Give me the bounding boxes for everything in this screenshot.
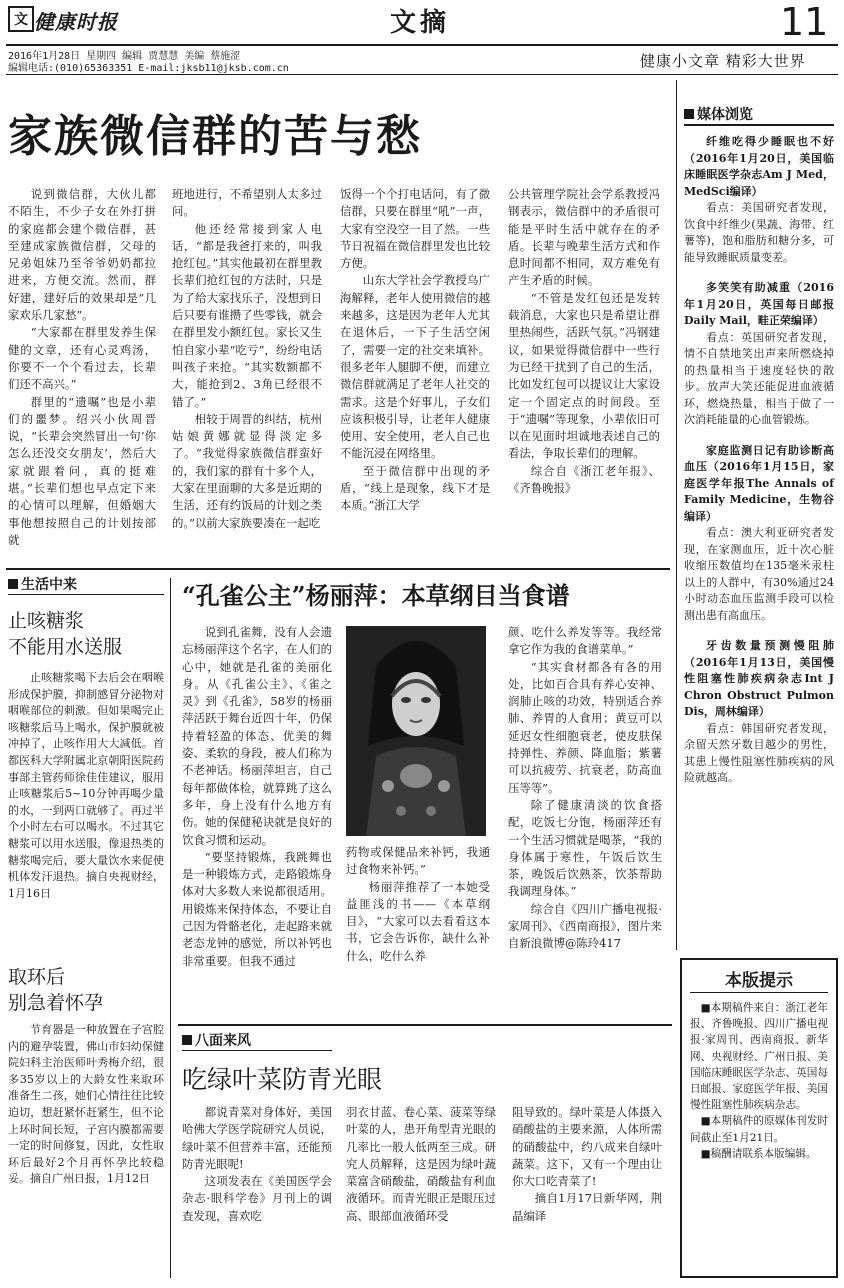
editor-contact: 编辑电话:(010)65363351 E-mail:jksb11@jksb.com.cn xyxy=(8,63,289,74)
iud-article xyxy=(8,1022,164,1188)
green-veg-col-1 xyxy=(182,1104,332,1225)
slogan: 健康小文章 精彩大世界 xyxy=(640,52,806,70)
portrait-photo-image xyxy=(346,626,486,836)
life-section-label: 生活中来 xyxy=(8,574,77,594)
peacock-col-1 xyxy=(182,624,332,970)
paragraph: 这项发表在《美国医学会杂志·眼科学卷》月刊上的调查发现，喜欢吃 xyxy=(182,1174,332,1223)
paragraph: 说到孔雀舞，没有人会遗忘杨丽萍这个名字，在人们的心中，她就是孔雀的美丽化身。从《孔雀公主》、《雀之灵》到《孔雀》，58岁的杨丽萍活跃于舞台近四十年，仍保持着轻盈的体态、优美的舞姿、柔软的身段，被人们称为不老神话。杨丽萍坦言，自己每年都做体检，就算跳了这么多年，身上没有什么地方有伤。她的保健秘诀就是良好的饮食习惯和运动。 xyxy=(182,625,332,847)
peacock-col-2 xyxy=(346,844,490,965)
main-article-col-3 xyxy=(340,186,490,515)
tips-paragraph: ■稿酬请联系本版编辑。 xyxy=(700,1147,817,1160)
paragraph: 都说青菜对身体好，美国哈佛大学医学院研究人员说，绿叶菜不但营养丰富，还能预防青光眼呢! xyxy=(182,1105,332,1171)
portrait-photo xyxy=(346,626,486,836)
square-bullet-icon xyxy=(684,109,694,119)
eight-section-label: 八面来风 xyxy=(182,1030,251,1050)
paragraph: 至于微信群中出现的矛盾，“线上是现象，线下才是本质。”浙江大学 xyxy=(340,463,490,513)
main-article-col-4 xyxy=(508,186,660,497)
sidebar-divider xyxy=(676,80,677,950)
section-divider xyxy=(6,568,670,570)
paragraph: 相较于周晋的纠结，杭州姑娘黄娜就显得淡定多了。“我觉得家族微信群蛮好的，我们家的群有十多个人，大家在里面聊的大多是近期的生活，还有约饭局的计划之类的。”以前大家族要凑在一起吃 xyxy=(172,411,322,530)
square-bullet-icon xyxy=(182,1035,192,1045)
brief-title: 牙齿数量预测慢阻肺（2016年1月13日，美国慢性阻塞性肺疾病杂志Int J Chron Obstruct Pulmon Dis，周林编译） xyxy=(684,639,834,718)
section-divider xyxy=(178,1024,672,1026)
eight-label-rule xyxy=(182,1050,332,1051)
paper-logo-icon: 文 xyxy=(8,6,34,32)
peacock-headline: “孔雀公主”杨丽萍：本草纲目当食谱 xyxy=(182,581,570,610)
column-divider xyxy=(170,578,171,1278)
peacock-col-3 xyxy=(508,624,662,953)
cough-syrup-headline: 止咳糖浆 不能用水送服 xyxy=(8,610,123,658)
paragraph: 除了健康清淡的饮食搭配，吃饭七分饱，杨丽萍还有一个生活习惯就是喝茶，“我的身体属于寒性，午饭后饮生茶，晚饭后饮熟茶，饮茶帮助我调理身体。” xyxy=(508,797,662,899)
paragraph: 山东大学社会学教授乌广海解释，老年人使用微信的越来越多，这是因为老年人尤其在退休后，一下子生活空闲了，需要一定的社交来填补。很多老年人腿脚不便，而建立微信群就满足了老年人社交的需求。这是个好事儿，子女们应该积极引导，让老年人健康使用、安全使用，老人自己也不能沉浸在网络里。 xyxy=(340,273,490,461)
cough-syrup-article xyxy=(8,670,164,902)
paper-name: 健康时报 xyxy=(34,10,118,34)
paragraph: 综合自《浙江老年报》、《齐鲁晚报》 xyxy=(508,463,660,496)
paragraph: 羽衣甘蓝、卷心菜、菠菜等绿叶菜的人，患开角型青光眼的几率比一般人低两至三成。研究人员解释，这是因为绿叶蔬菜富含硝酸盐，硝酸盐有利血液循环。而青光眼正是眼压过高、眼部血液循环受 xyxy=(346,1105,496,1223)
iud-headline: 取环后 别急着怀孕 xyxy=(8,966,104,1014)
green-veg-col-2 xyxy=(346,1104,496,1225)
paragraph: 公共管理学院社会学系教授冯钢表示，微信群中的矛盾很可能是平时生活中就存在的矛盾。长辈与晚辈生活方式和作息时间都不相同，双方难免有产生矛盾的时候。 xyxy=(508,187,660,288)
brief-body: 看点：英国研究者发现，情不自禁地笑出声来所燃烧掉的热量相当于速度轻快的散步。放声大笑还能促进血液循环，燃烧热量，相当于做了一次消耗能量的心血管锻炼。 xyxy=(684,330,834,426)
life-label-rule xyxy=(8,594,164,595)
paragraph: “其实食材都各有各的用处，比如百合具有养心安神、润肺止咳的功效，特别适合养肺、养胃的人食用；黄豆可以延迟女性细胞衰老，使皮肤保持弹性、养颜、降血脂；紫薯可以抗疲劳、抗衰老，防高血压等等”。 xyxy=(508,659,662,795)
page-number: 11 xyxy=(780,0,829,44)
paragraph: 说到微信群，大伙儿都不陌生，不少子女在外打拼的家庭都会建个微信群，甚至建成家族微信群，父母的兄弟姐妹乃至爷爷奶奶都拉进来，方便交流。然而，群好建，建好后的效果却是“几家欢乐几家愁”。 xyxy=(8,187,156,323)
tips-body xyxy=(690,1000,828,1162)
main-article-col-1 xyxy=(8,186,156,549)
paragraph: 群里的“遗嘱”也是小辈们的噩梦。绍兴小伙周晋说，“长辈会突然冒出一句‘你怎么还没交女朋友’，然后大家就跟着问，真的挺难堪。”长辈们想也早点定下来的心情可以理解，但婚姻大事他想按照自己的计划按部就 xyxy=(8,394,156,547)
masthead-rule-bottom xyxy=(6,74,838,75)
brief-title: 多笑笑有助减重（2016年1月20日，英国每日邮报Daily Mail，畦正荣编译） xyxy=(684,281,834,327)
tips-title: 本版提示 xyxy=(725,971,793,991)
paragraph: 止咳糖浆喝下去后会在咽喉形成保护膜，抑制感冒分泌物对咽喉部位的刺激。但如果喝完止咳糖浆后马上喝水，保护膜就被冲掉了，止咳作用大大减低。首都医科大学附属北京朝阳医院药事部主管药师徐佳佳建议，服用止咳糖浆后5~10分钟再喝少量的水，一到两口就够了。再过半个小时左右可以喝水。不过其它糖浆可以用水送服，像退热类的糖浆喝完后，要大量饮水来促使机体发汗退热。摘自央视财经，1月16日 xyxy=(8,671,164,900)
square-bullet-icon xyxy=(8,579,18,589)
issue-meta: 2016年1月28日 星期四 编辑 贾慧慧 美编 蔡施涩 xyxy=(8,51,241,62)
paragraph: 摘自1月17日新华网，荆晶编译 xyxy=(512,1191,662,1223)
page-tips-box xyxy=(680,958,838,1278)
brief-title: 家庭监测日记有助诊断高血压（2016年1月15日，家庭医学年报The Annals of Family Medicine，生物谷编译） xyxy=(684,443,834,523)
green-veg-headline: 吃绿叶菜防青光眼 xyxy=(182,1065,383,1094)
paragraph: “大家都在群里发养生保健的文章，还有心灵鸡汤，你要不一个个看过去，长辈们还不高兴。” xyxy=(8,325,156,392)
media-briefs xyxy=(684,134,834,787)
green-veg-col-3 xyxy=(512,1104,662,1225)
main-article-col-2 xyxy=(172,186,322,532)
paragraph: “不管是发红包还是发转载消息，大家也只是希望让群里热闹些，活跃气氛。”冯钢建议，如果觉得微信群中一些行为已经干扰到了自己的生活，比如发红包可以提议让大家设定一个固定点的时间段。至于“遗嘱”等现象，小辈依旧可以在见面时坦诚地表述自己的看法，争取长辈们的理解。 xyxy=(508,290,660,461)
paragraph: 颜、吃什么养发等等。我经常拿它作为我的食谱菜单。” xyxy=(508,625,662,657)
tips-title-rule xyxy=(690,992,828,993)
paragraph: “要坚持锻炼，我跳舞也是一种锻炼方式，走路锻炼身体对大多数人来说都很适用。用锻炼来保持体态，不要让自己因为骨骼老化，走起路来就老态龙钟的感觉，所以补钙也非常重要。但我不通过 xyxy=(182,849,332,968)
paragraph: 班地进行，不希望别人太多过问。 xyxy=(172,187,322,219)
brief-title: 纤维吃得少睡眠也不好（2016年1月20日，美国临床睡眠医学杂志Am J Med，MedSci编译） xyxy=(684,135,834,198)
paragraph: 阻导致的。绿叶菜是人体摄入硝酸盐的主要来源，人体所需的硝酸盐中，约八成来自绿叶蔬菜。这下，又有一个理由让你大口吃青菜了! xyxy=(512,1105,662,1189)
media-section-label: 媒体浏览 xyxy=(684,104,753,124)
paragraph: 节育器是一种放置在子宫腔内的避孕装置，佛山市妇幼保健院妇科主治医师叶秀梅介绍，很多35岁以上的大龄女性来取环准备生二孩，她们心情往往比较迫切，想赶紧怀赶紧生，但不论上环时间长短，子宫内膜都需要一定的时间修复，因此，女性取环后最好2个月再怀孕比较稳妥。摘自广州日报，1月12日 xyxy=(8,1023,164,1186)
masthead-rule xyxy=(6,44,838,46)
media-label-rule xyxy=(684,124,834,126)
paragraph: 饭得一个个打电话问，有了微信群，只要在群里“吼”一声，大家有空没空一目了然。一些节日祝福在微信群里发也比较方便。 xyxy=(340,187,490,271)
paragraph: 综合自《四川广播电视报·家周刊》、《西南商报》，图片来自新浪微博@陈玲417 xyxy=(508,901,662,951)
paragraph: 药物或保健品来补钙，我通过食物来补钙。” xyxy=(346,845,490,877)
paragraph: 杨丽萍推荐了一本她受益匪浅的书——《本草纲目》，“大家可以去看看这本书，它会告诉你，缺什么补什么，吃什么养 xyxy=(346,879,490,963)
tips-paragraph: ■本期稿件的原媒体刊发时间截止至1月21日。 xyxy=(690,1115,828,1144)
section-name: 文摘 xyxy=(390,8,451,38)
paragraph: 他还经常接到家人电话，“都是我爸打来的，叫我抢红包。”其实他最初在群里教长辈们抢红包的方法时，只是为了给大家找乐子，没想到日后只要有谁攒了些零钱，就会在群里发小额红包。家长又生怕自家小辈“吃亏”，纷纷电话叫孩子来抢。“其实数额都不大，能抢到2、3角已经很不错了。” xyxy=(172,221,322,409)
main-headline: 家族微信群的苦与愁 xyxy=(8,111,422,162)
tips-paragraph: ■本期稿件来自：浙江老年报、齐鲁晚报、四川广播电视报·家周刊、西南商报、新华网、央视财经、广州日报、美国临床睡眠医学杂志、英国每日邮报、家庭医学年报、美国慢性阻塞性肺疾病杂志。 xyxy=(690,1002,828,1112)
brief-body: 看点：澳大利亚研究者发现，在家测血压，近十次心脏收缩压数值均在135毫米汞柱以上的人群中，有30%通过24小时动态血压监测手段可以检测出患有高血压。 xyxy=(684,526,834,622)
brief-body: 看点：美国研究者发现，饮食中纤维少(果蔬、海带、红薯等)，饱和脂肪和糖分多，可能导致睡眠质量变差。 xyxy=(684,201,834,264)
brief-body: 看点：韩国研究者发现，余留天然牙数目越少的男性，其患上慢性阻塞性肺疾病的风险就越高。 xyxy=(684,721,834,784)
